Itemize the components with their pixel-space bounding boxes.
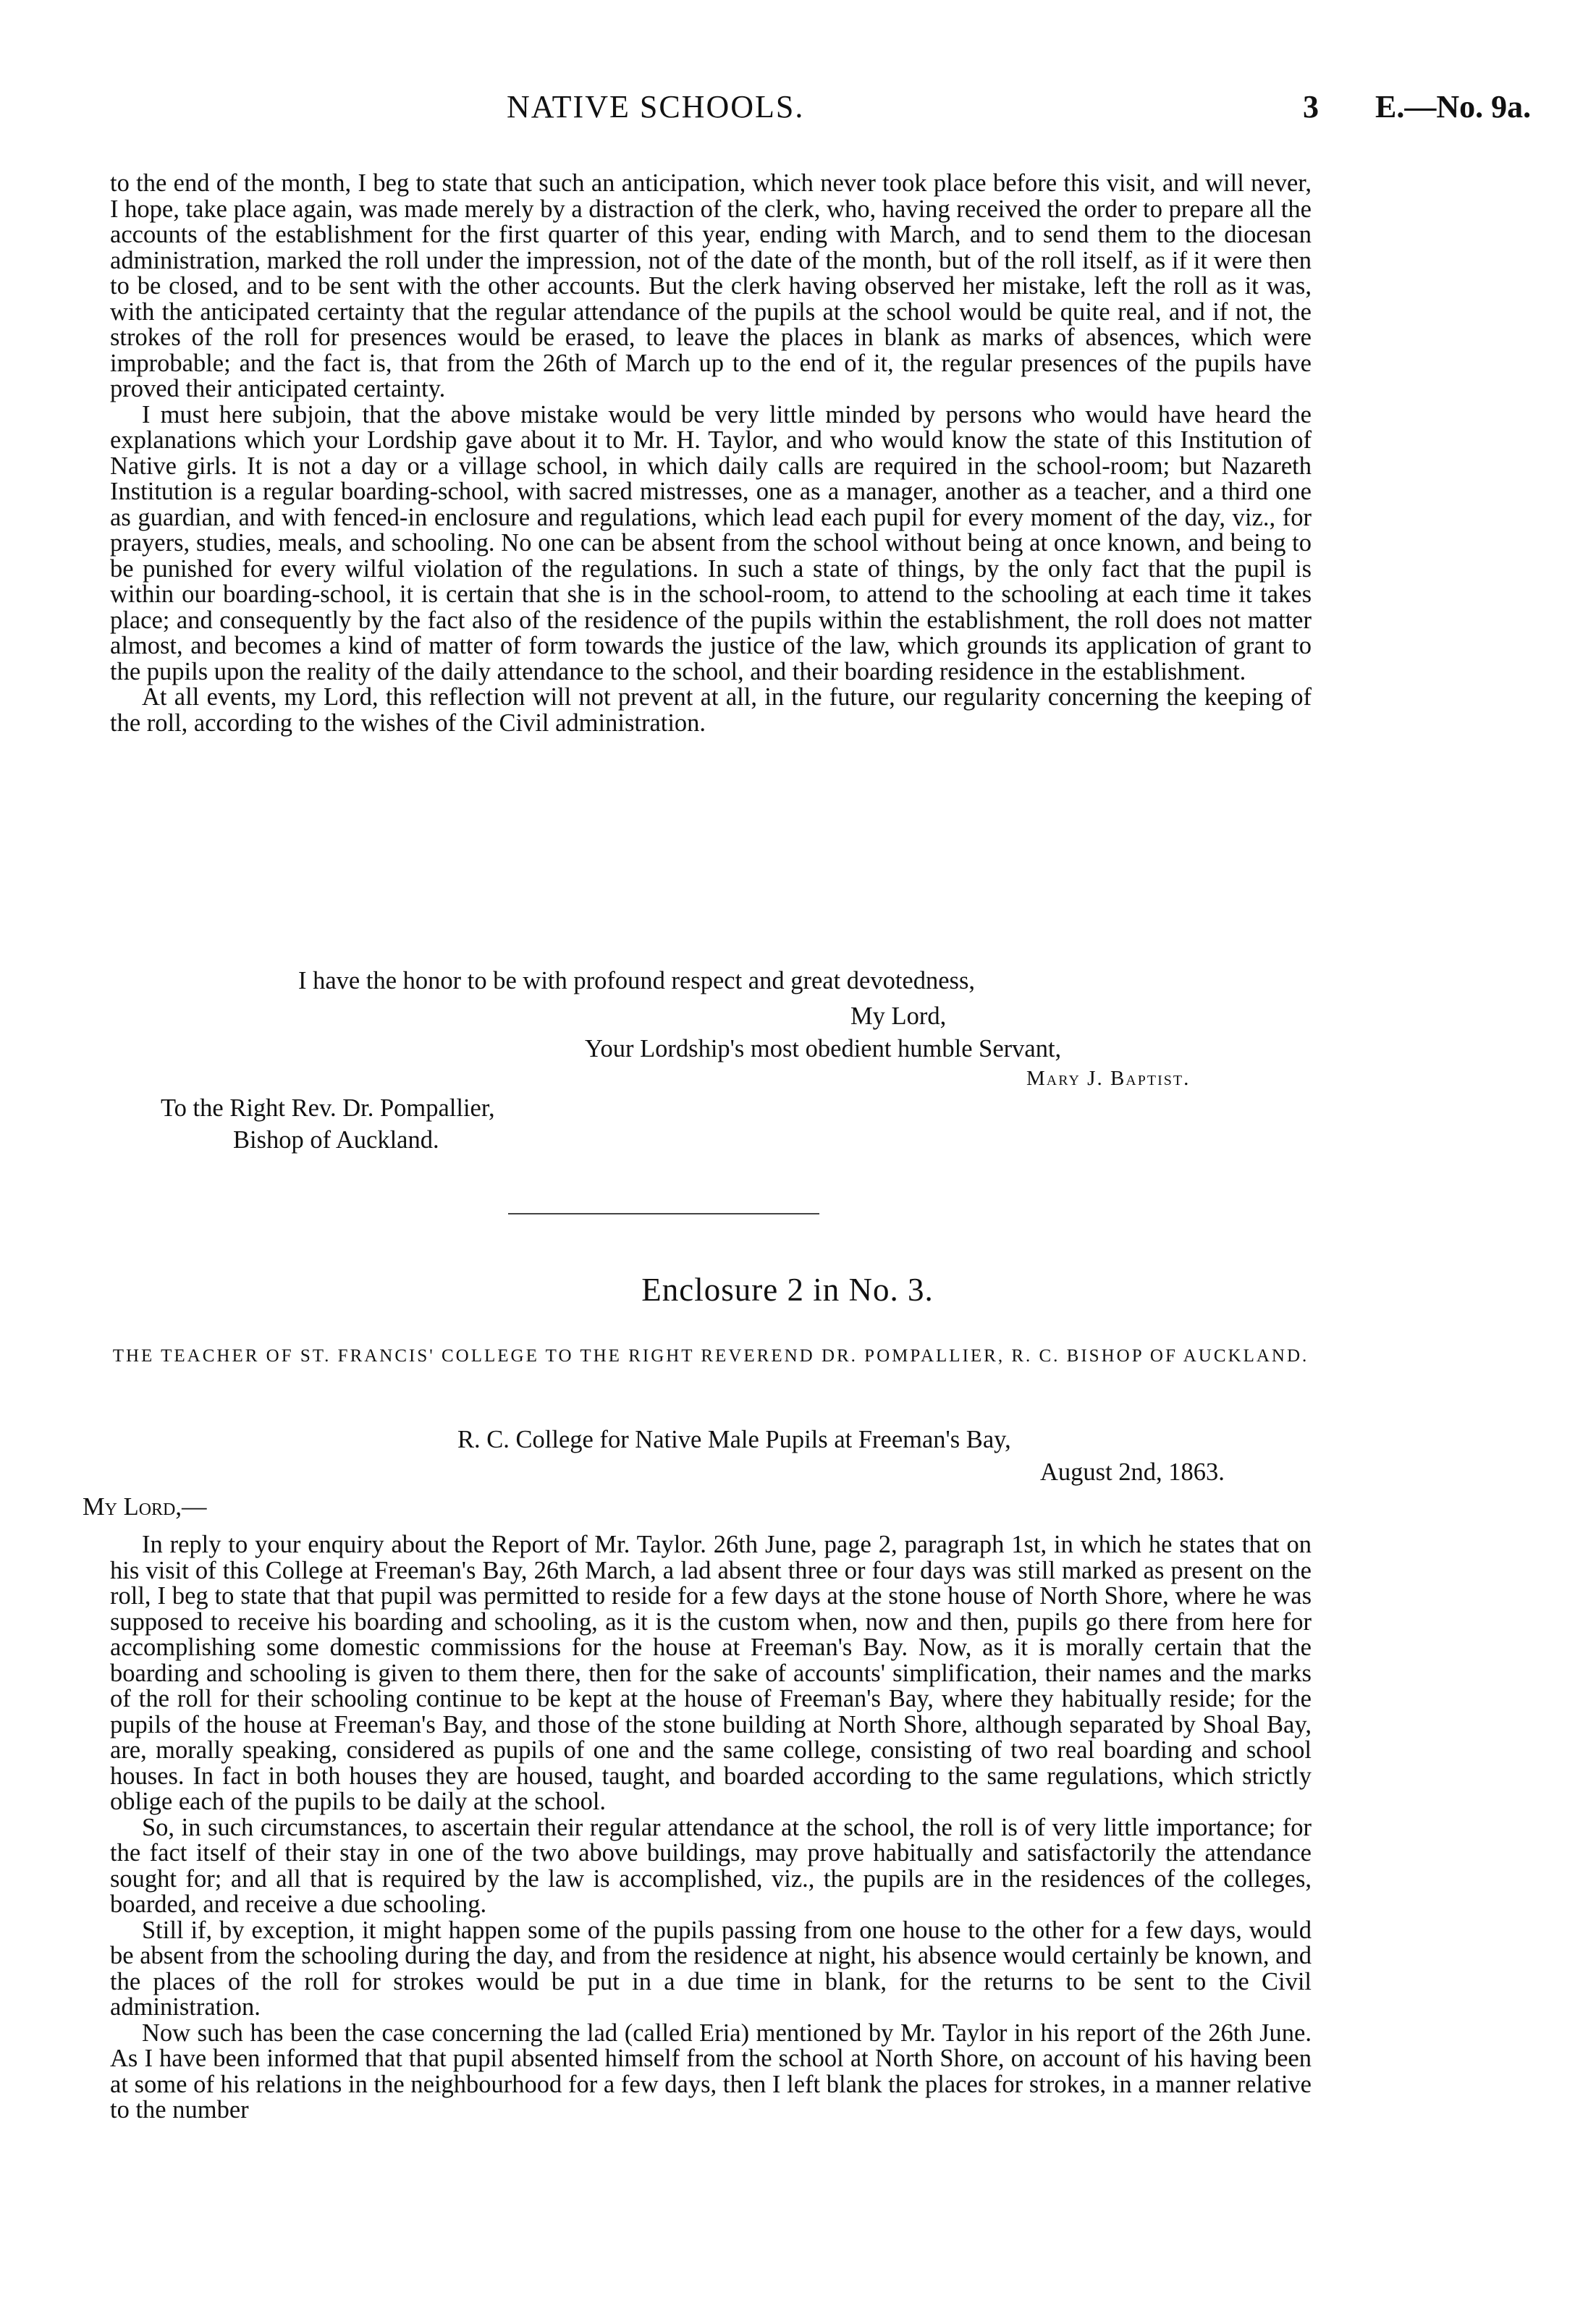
letter1-paragraph: to the end of the month, I beg to state that such an anticipation, which never took place before this visit, and will never, I hope, take place again, was made merely by a distraction of the clerk, who, having received the order to prepare all the accounts of the establishment for the first quarter of this year, ending with March, and to send them to the diocesan administration, marked the roll under the impression, not of the date of the month, but of the roll itself, as if it were then to be closed, and to be sent with the other accounts. But the clerk having observed her mistake, left the roll as it was, with the anticipated certainty that the regular attendance of the pupils at the school would be quite real, and if not, the strokes of the roll for presences would be erased, to leave the places in blank as marks of absences, which were improbable; and the fact is, that from the 26th of March up to the end of it, the regular presences of the pupils have proved their anticipated certainty. xyxy=(110,169,1312,402)
running-title: NATIVE SCHOOLS. xyxy=(507,89,805,124)
section-divider xyxy=(508,1213,819,1214)
document-reference: E.—No. 9a. xyxy=(1375,89,1532,124)
signature-name: Mary J. Baptist. xyxy=(1026,1067,1191,1090)
enclosure-caption: THE TEACHER OF ST. FRANCIS' COLLEGE TO THE RIGHT REVEREND DR. POMPALLIER, R. C. BISHOP OF AUCKLAND. xyxy=(112,1346,1309,1366)
letter1-paragraph: At all events, my Lord, this reflection will not prevent at all, in the future, our regularity concerning the keeping of the roll, according to the wishes of the Civil administration. xyxy=(110,683,1312,737)
addressee-line: To the Right Rev. Dr. Pompallier, xyxy=(161,1094,495,1122)
letter2-paragraph: In reply to your enquiry about the Report of Mr. Taylor. 26th June, page 2, paragraph 1st, in which he states that on his visit of this College at Freeman's Bay, 26th March, a lad absent three or four days was still marked as present on the roll, I beg to state that that pupil was permitted to reside for a few days at the stone house of North Shore, where he was supposed to receive his boarding and schooling, as it is the custom when, now and then, pupils go there from here for accomplishing some domestic commissions for the house at Freeman's Bay. Now, as it is morally certain that the boarding and schooling is given to them there, then for the sake of accounts' simplification, their names and the marks of the roll for their schooling continue to be kept at the house of Freeman's Bay, where they habitually reside; for the pupils of the house at Freeman's Bay, and those of the stone building at North Shore, although separated by Shoal Bay, are, morally speaking, considered as pupils of one and the same college, consisting of two real boarding and school houses. In fact in both houses they are housed, taught, and boarded according to the same regulations, which strictly oblige each of the pupils to be daily at the school. xyxy=(110,1531,1312,1815)
letter2-paragraph: Still if, by exception, it might happen some of the pupils passing from one house to the other for a few days, would be absent from the schooling during the day, and from the residence at night, his absence would certainly be known, and the places of the roll for strokes would be put in a due time in blank, for the returns to be sent to the Civil administration. xyxy=(110,1916,1312,2021)
letter2-paragraph: Now such has been the case concerning the lad (called Eria) mentioned by Mr. Taylor in his report of the 26th June. As I have been informed that that pupil absented himself from the school at North Shore, on account of his having been at some of his relations in the neighbourhood for a few days, then I left blank the places for strokes, in a manner relative to the number xyxy=(110,2019,1312,2124)
enclosure-heading: Enclosure 2 in No. 3. xyxy=(641,1272,934,1308)
letter2-paragraph: So, in such circumstances, to ascertain their regular attendance at the school, the roll is of very little importance; for the fact itself of their stay in one of the two above buildings, may prove habitually and satisfactorily the attendance sought for; and all that is required by the law is accomplished, viz., the pupils are in the residences of the colleges, boarded, and receive a due schooling. xyxy=(110,1813,1312,1918)
addressee-line: Bishop of Auckland. xyxy=(233,1126,439,1154)
letter2-body xyxy=(110,1532,1312,2124)
page-header xyxy=(0,88,1575,139)
letter1-body xyxy=(110,171,1312,736)
page-number: 3 xyxy=(1303,89,1319,124)
signature-greeting: My Lord, xyxy=(850,1002,947,1030)
letter1-closing: I have the honor to be with profound respect and great devotedness, xyxy=(298,967,976,994)
letter2-date: August 2nd, 1863. xyxy=(1040,1458,1225,1486)
letter1-paragraph: I must here subjoin, that the above mistake would be very little minded by persons who would have heard the explanations which your Lordship gave about it to Mr. H. Taylor, and who would know the state of this Institution of Native girls. It is not a day or a village school, in which daily calls are required in the school-room; but Nazareth Institution is a regular boarding-school, with sacred mistresses, one as a manager, another as a teacher, and a third one as guardian, and with fenced-in enclosure and regulations, which lead each pupil for every moment of the day, viz., for prayers, studies, meals, and schooling. No one can be absent from the school without being at once known, and being to be punished for every wilful violation of the regulations. In such a state of things, by the only fact that the pupil is within our boarding-school, it is certain that she is in the school-room, to attend to the schooling at each time it takes place; and consequently by the fact also of the residence of the pupils within the establishment, the roll does not matter almost, and becomes a kind of matter of form towards the justice of the law, which grounds its application of grant to the pupils upon the reality of the daily attendance to the school, and their boarding residence in the establishment. xyxy=(110,400,1312,685)
letter2-salutation: My Lord,— xyxy=(83,1493,207,1521)
signature-servant-line: Your Lordship's most obedient humble Servant, xyxy=(585,1035,1062,1062)
letter2-place: R. C. College for Native Male Pupils at Freeman's Bay, xyxy=(457,1426,1011,1453)
